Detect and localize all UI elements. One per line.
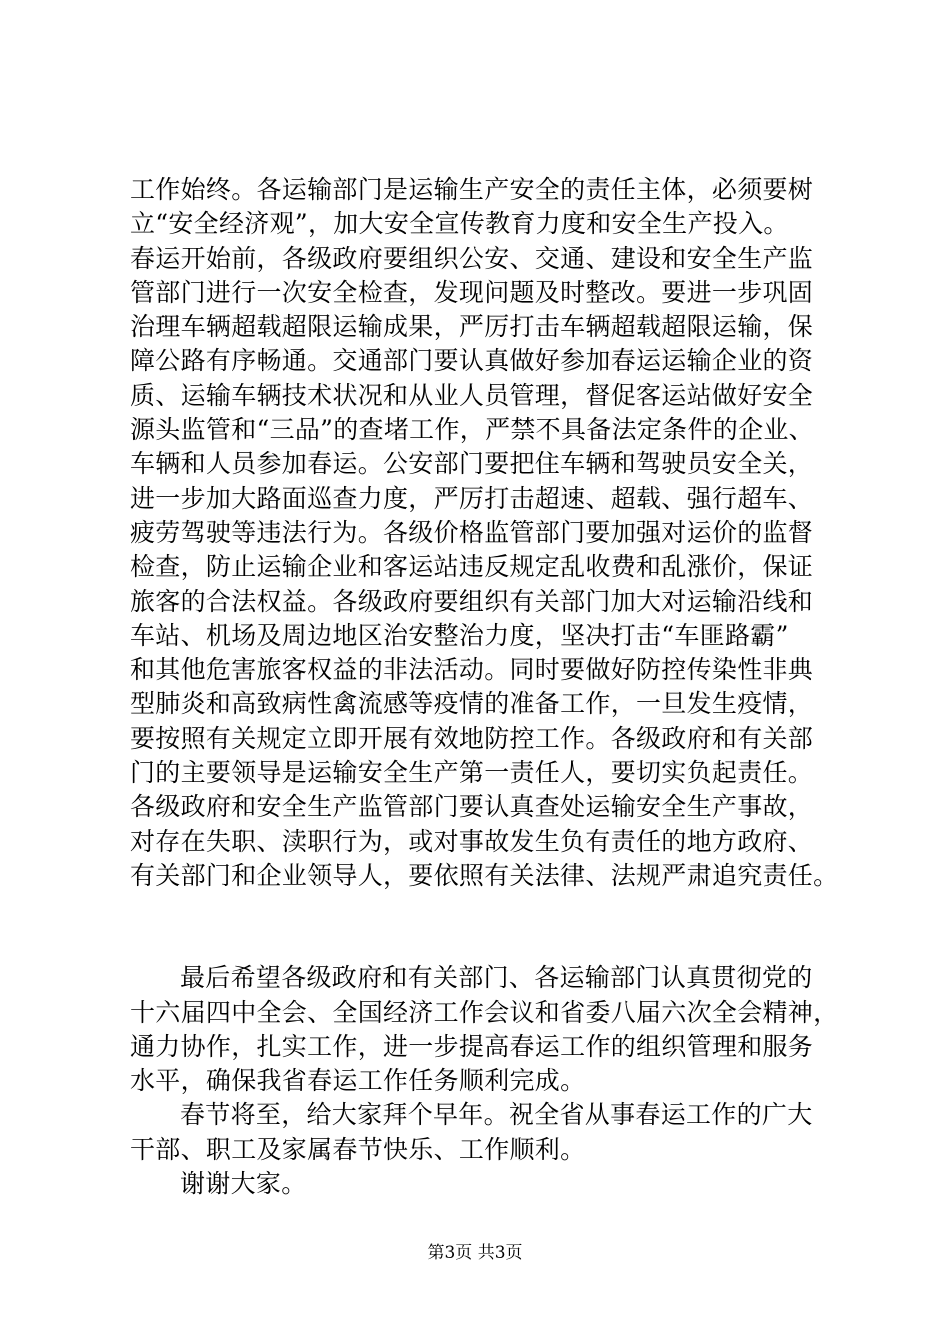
paragraph-line: 管部门进行一次安全检查，发现问题及时整改。要进一步巩固 (130, 277, 814, 307)
paragraph-line: 门的主要领导是运输安全生产第一责任人，要切实负起责任。 (130, 758, 814, 788)
paragraph-line: 和其他危害旅客权益的非法活动。同时要做好防控传染性非典 (130, 655, 814, 685)
paragraph-line: 检查，防止运输企业和客运站违反规定乱收费和乱涨价，保证 (130, 552, 814, 582)
document-body (130, 173, 850, 1201)
paragraph-4 (130, 1167, 850, 1201)
paragraph-line: 源头监管和“三品”的查堵工作，严禁不具备法定条件的企业、 (130, 415, 814, 445)
paragraph-line: 质、运输车辆技术状况和从业人员管理，督促客运站做好安全 (130, 380, 814, 410)
paragraph-line: 治理车辆超载超限运输成果，严厉打击车辆超载超限运输，保 (130, 312, 814, 342)
paragraph-line: 最后希望各级政府和有关部门、各运输部门认真贯彻党的 (180, 963, 813, 993)
page-number-footer: 第3页 共3页 (427, 1243, 523, 1263)
paragraph-line: 旅客的合法权益。各级政府要组织有关部门加大对运输沿线和 (130, 586, 814, 616)
paragraph-line: 障公路有序畅通。交通部门要认真做好参加春运运输企业的资 (130, 346, 814, 376)
paragraph-line: 十六届四中全会、全国经济工作会议和省委八届六次全会精神， (130, 997, 839, 1027)
paragraph-1 (130, 173, 850, 893)
paragraph-line: 谢谢大家。 (180, 1169, 307, 1199)
paragraph-line: 春运开始前，各级政府要组织公安、交通、建设和安全生产监 (130, 243, 814, 273)
paragraph-line: 立“安全经济观”，加大安全宣传教育力度和安全生产投入。 (130, 209, 789, 239)
paragraph-line: 要按照有关规定立即开展有效地防控工作。各级政府和有关部 (130, 723, 814, 753)
paragraph-spacer (130, 893, 850, 961)
paragraph-line: 有关部门和企业领导人，要依照有关法律、法规严肃追究责任。 (130, 860, 839, 890)
paragraph-line: 各级政府和安全生产监管部门要认真查处运输安全生产事故， (130, 792, 814, 822)
paragraph-line: 春节将至，给大家拜个早年。祝全省从事春运工作的广大 (180, 1100, 813, 1130)
paragraph-line: 车辆和人员参加春运。公安部门要把住车辆和驾驶员安全关， (130, 449, 814, 479)
paragraph-line: 型肺炎和高致病性禽流感等疫情的准备工作，一旦发生疫情， (130, 689, 814, 719)
paragraph-line: 对存在失职、渎职行为，或对事故发生负有责任的地方政府、 (130, 826, 814, 856)
paragraph-line: 疲劳驾驶等违法行为。各级价格监管部门要加强对运价的监督 (130, 517, 814, 547)
paragraph-line: 水平，确保我省春运工作任务顺利完成。 (130, 1066, 586, 1096)
paragraph-line: 工作始终。各运输部门是运输生产安全的责任主体，必须要树 (130, 175, 814, 204)
paragraph-line: 车站、机场及周边地区治安整治力度，坚决打击“车匪路霸” (130, 620, 789, 650)
paragraph-line: 干部、职工及家属春节快乐、工作顺利。 (130, 1134, 586, 1164)
paragraph-2 (130, 961, 850, 1098)
paragraph-line: 通力协作，扎实工作，进一步提高春运工作的组织管理和服务 (130, 1031, 814, 1061)
paragraph-3 (130, 1098, 850, 1167)
paragraph-line: 进一步加大路面巡查力度，严厉打击超速、超载、强行超车、 (130, 483, 814, 513)
